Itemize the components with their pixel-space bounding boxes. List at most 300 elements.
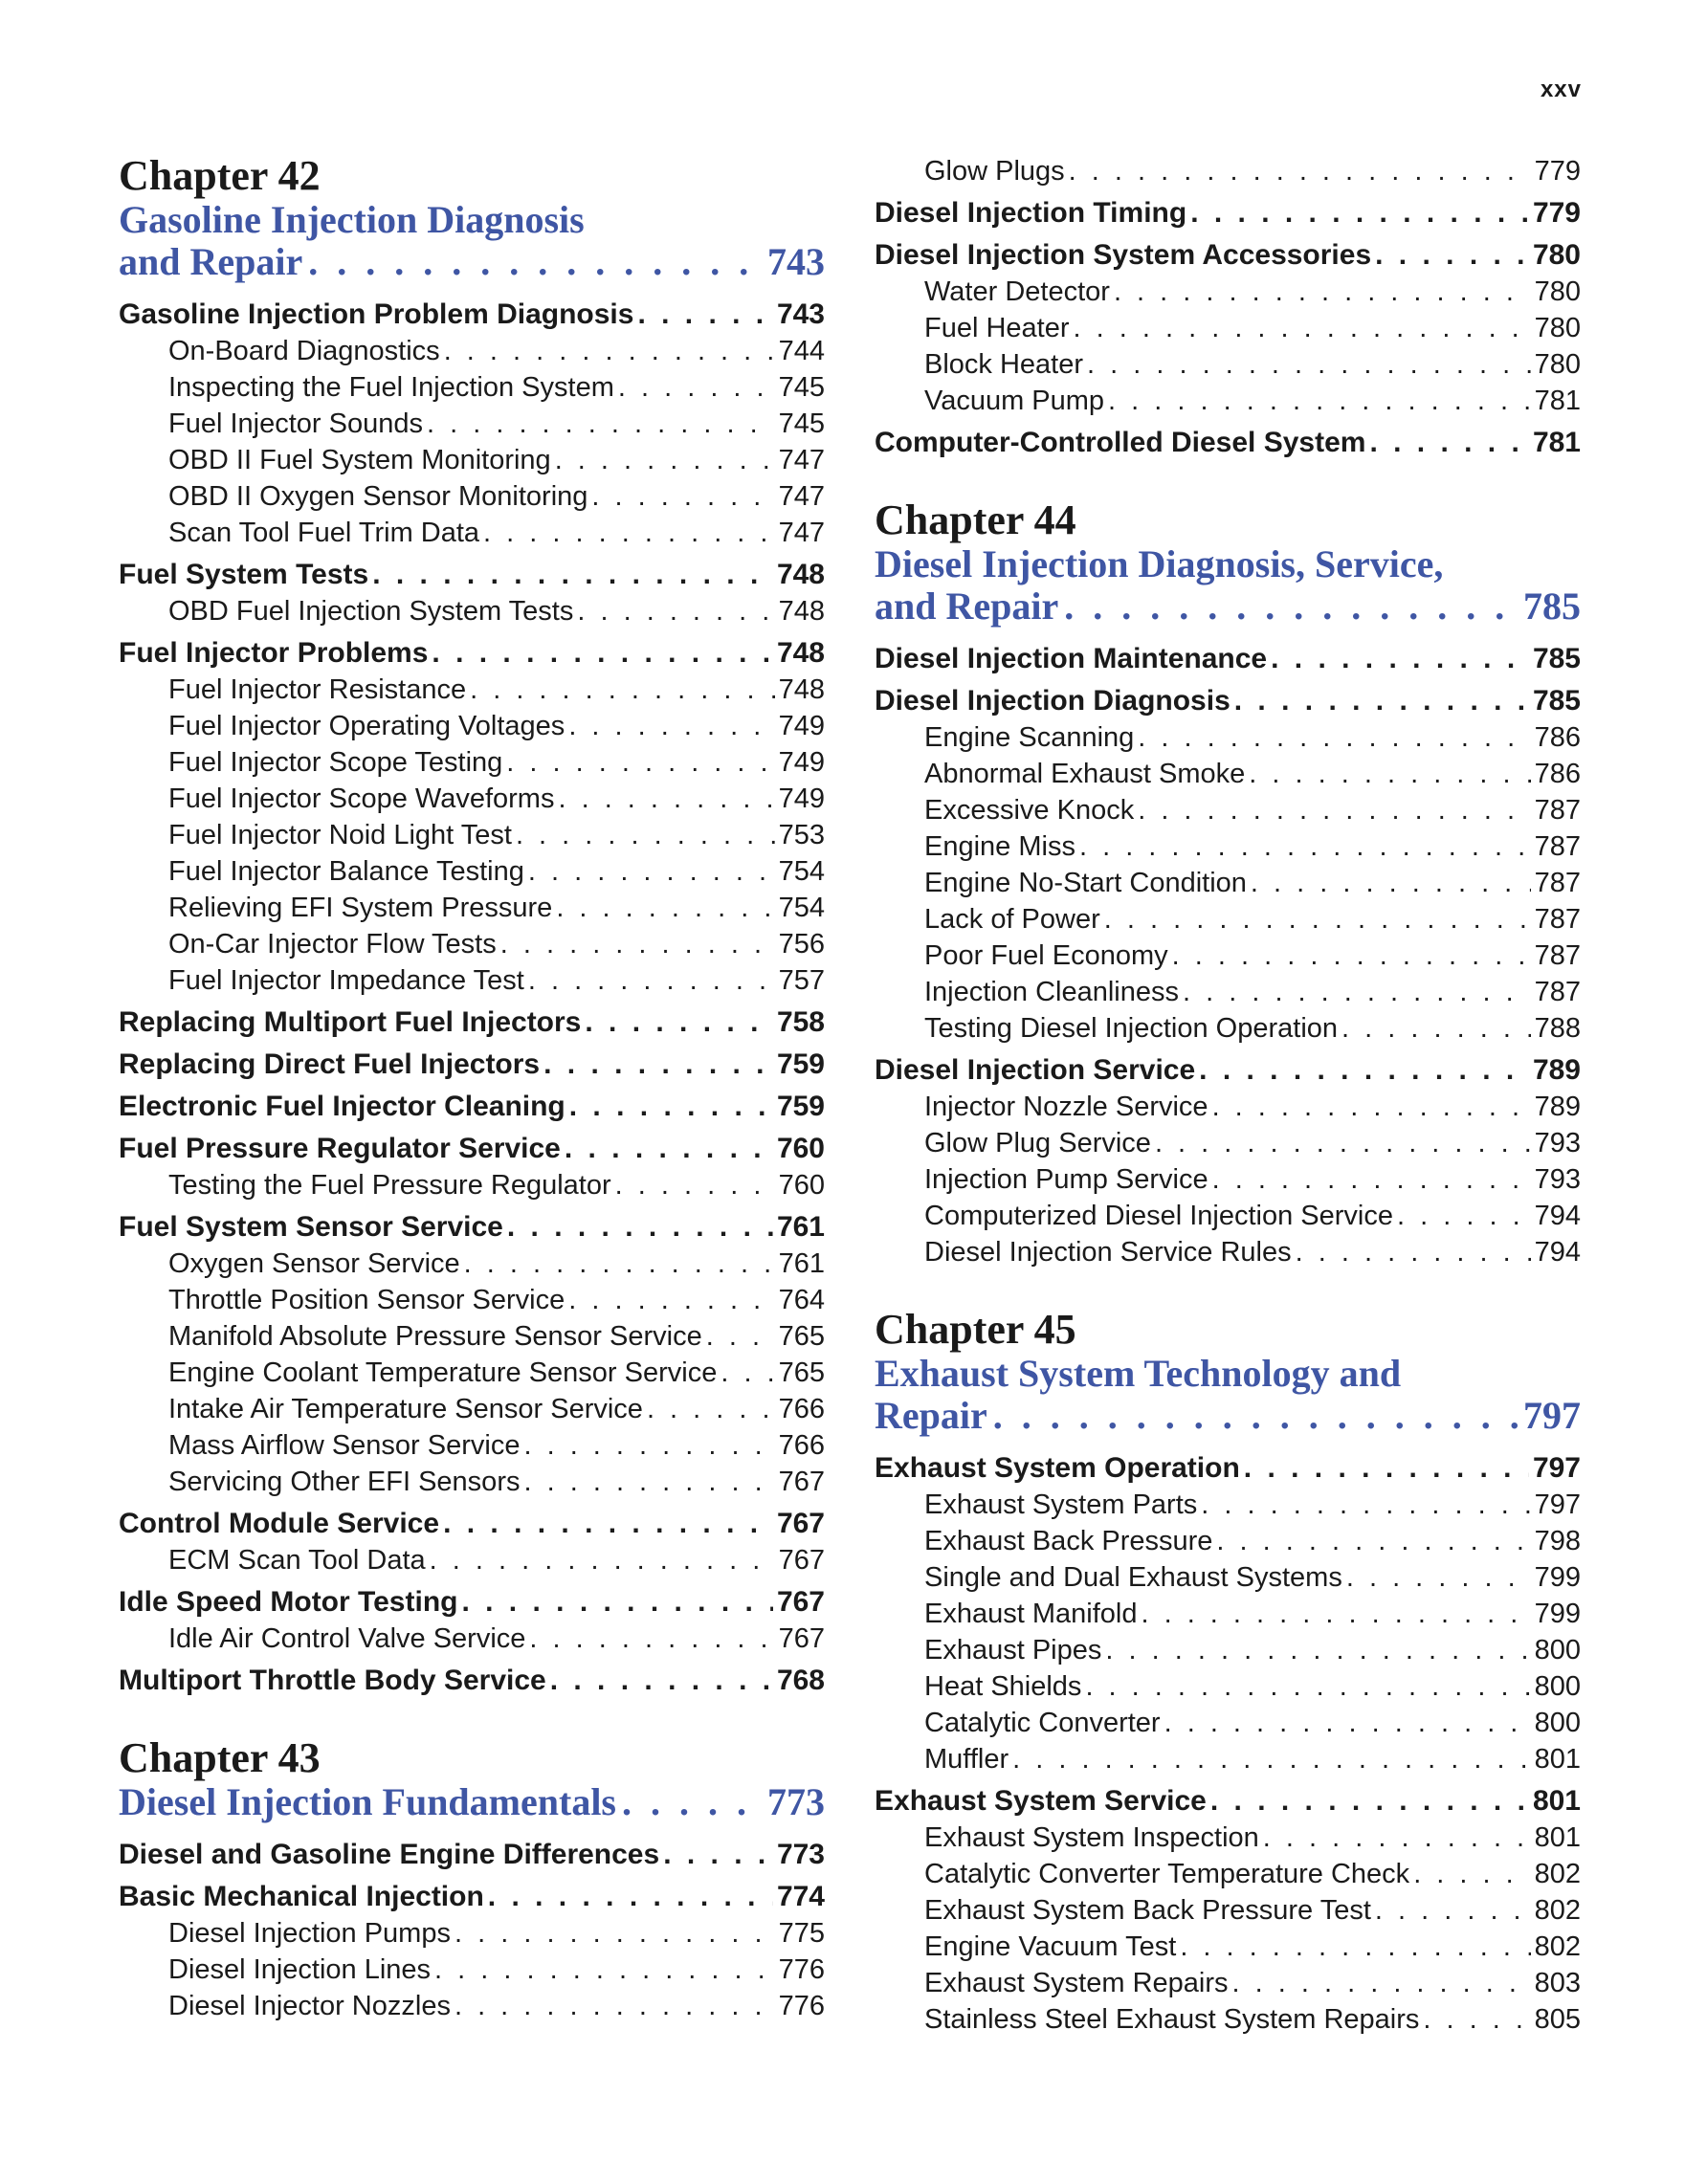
toc-subsection-entry[interactable] xyxy=(119,515,825,551)
toc-subsection-entry[interactable] xyxy=(875,1523,1581,1559)
chapter-title-line: Gasoline Injection Diagnosis xyxy=(119,198,585,241)
entry-page-number: 787 xyxy=(1534,795,1581,826)
entry-page-number: 781 xyxy=(1532,427,1581,458)
chapter-title-line xyxy=(875,1395,1581,1437)
entry-page-number: 780 xyxy=(1534,276,1581,307)
toc-subsection-entry[interactable] xyxy=(119,1464,825,1500)
dot-leader xyxy=(1263,1820,1531,1856)
dot-leader xyxy=(1397,1198,1531,1234)
entry-title: Testing the Fuel Pressure Regulator xyxy=(168,1170,611,1201)
toc-subsection-entry[interactable] xyxy=(119,1246,825,1282)
toc-entries xyxy=(875,153,1581,461)
entry-page-number: 775 xyxy=(778,1918,825,1949)
toc-subsection-entry[interactable] xyxy=(875,1487,1581,1523)
dot-leader xyxy=(1164,1705,1531,1741)
dot-leader xyxy=(556,890,774,926)
dot-leader xyxy=(565,1131,773,1167)
entry-page-number: 785 xyxy=(1532,643,1581,674)
entry-title: Excessive Knock xyxy=(924,795,1135,826)
toc-section-entry[interactable] xyxy=(119,1506,825,1542)
entry-title: Heat Shields xyxy=(924,1671,1082,1702)
dot-leader xyxy=(507,1209,773,1246)
entry-title: Testing Diesel Injection Operation xyxy=(924,1013,1339,1044)
dot-leader xyxy=(430,1542,775,1578)
toc-subsection-entry[interactable] xyxy=(119,1282,825,1318)
entry-page-number: 749 xyxy=(778,783,825,814)
dot-leader xyxy=(1074,310,1531,346)
dot-leader xyxy=(461,1584,772,1621)
dot-leader xyxy=(308,241,762,283)
toc-section-entry[interactable] xyxy=(119,1584,825,1621)
toc-section-entry[interactable] xyxy=(119,1131,825,1167)
toc-subsection-entry[interactable] xyxy=(875,1741,1581,1777)
toc-section-entry[interactable] xyxy=(119,297,825,333)
entry-title: Throttle Position Sensor Service xyxy=(168,1285,565,1315)
toc-subsection-entry[interactable] xyxy=(875,756,1581,792)
dot-leader xyxy=(1413,1856,1530,1892)
entry-page-number: 780 xyxy=(1534,313,1581,343)
chapter-title[interactable] xyxy=(119,199,825,283)
toc-subsection-entry[interactable] xyxy=(119,333,825,369)
entry-title: Glow Plug Service xyxy=(924,1128,1151,1158)
entry-page-number: 789 xyxy=(1534,1092,1581,1122)
dot-leader xyxy=(528,962,775,999)
toc-subsection-entry[interactable] xyxy=(875,1089,1581,1125)
toc-section-entry[interactable] xyxy=(875,683,1581,719)
toc-subsection-entry[interactable] xyxy=(875,1705,1581,1741)
chapter-page-number: 785 xyxy=(1523,585,1581,628)
dot-leader xyxy=(1172,938,1531,974)
entry-title: Control Module Service xyxy=(119,1508,440,1539)
toc-section-entry[interactable] xyxy=(875,237,1581,274)
dot-leader xyxy=(488,1879,773,1915)
entry-page-number: 801 xyxy=(1532,1785,1581,1817)
toc-section-entry[interactable] xyxy=(119,1879,825,1915)
chapter-title[interactable] xyxy=(119,1781,825,1823)
entry-page-number: 761 xyxy=(776,1211,825,1243)
entry-page-number: 802 xyxy=(1534,1859,1581,1889)
entry-page-number: 760 xyxy=(778,1170,825,1201)
toc-subsection-entry[interactable] xyxy=(119,1952,825,1988)
toc-section-entry[interactable] xyxy=(119,1089,825,1125)
dot-leader xyxy=(1108,383,1531,419)
dot-leader xyxy=(427,406,775,442)
entry-title: Stainless Steel Exhaust System Repairs xyxy=(924,2004,1420,2035)
entry-title: Oxygen Sensor Service xyxy=(168,1248,460,1279)
toc-subsection-entry[interactable] xyxy=(119,369,825,406)
entry-title: Idle Speed Motor Testing xyxy=(119,1586,458,1618)
dot-leader xyxy=(568,708,774,744)
toc-subsection-entry[interactable] xyxy=(875,901,1581,938)
chapter-block xyxy=(119,153,825,283)
dot-leader xyxy=(372,557,773,593)
toc-subsection-entry[interactable] xyxy=(875,1929,1581,1965)
toc-subsection-entry[interactable] xyxy=(875,828,1581,865)
toc-subsection-entry[interactable] xyxy=(119,962,825,999)
toc-subsection-entry[interactable] xyxy=(875,1965,1581,2001)
toc-subsection-entry[interactable] xyxy=(875,1198,1581,1234)
toc-subsection-entry[interactable] xyxy=(875,1125,1581,1161)
chapter-label: Chapter 43 xyxy=(119,1734,321,1781)
toc-section-entry[interactable] xyxy=(875,1450,1581,1487)
entry-page-number: 743 xyxy=(776,298,825,330)
entry-title: Replacing Multiport Fuel Injectors xyxy=(119,1006,582,1038)
toc-subsection-entry[interactable] xyxy=(119,1621,825,1657)
dot-leader xyxy=(622,1781,762,1823)
toc-subsection-entry[interactable] xyxy=(875,1234,1581,1270)
entry-title: Fuel Injector Scope Waveforms xyxy=(168,783,555,814)
entry-page-number: 764 xyxy=(778,1285,825,1315)
entry-title: Exhaust System Inspection xyxy=(924,1822,1259,1853)
entry-page-number: 774 xyxy=(776,1881,825,1912)
entry-page-number: 785 xyxy=(1532,685,1581,717)
entry-page-number: 756 xyxy=(778,929,825,960)
dot-leader xyxy=(1210,1783,1529,1820)
toc-subsection-entry[interactable] xyxy=(875,1161,1581,1198)
dot-leader xyxy=(706,1318,775,1355)
toc-subsection-entry[interactable] xyxy=(875,383,1581,419)
entry-page-number: 800 xyxy=(1534,1708,1581,1738)
dot-leader xyxy=(1138,792,1530,828)
chapter-page-number: 773 xyxy=(767,1780,825,1823)
toc-subsection-entry[interactable] xyxy=(875,1668,1581,1705)
entry-page-number: 787 xyxy=(1534,831,1581,862)
entry-page-number: 748 xyxy=(776,637,825,669)
toc-subsection-entry[interactable] xyxy=(119,853,825,890)
dot-leader xyxy=(483,515,775,551)
entry-title: Diesel Injection Timing xyxy=(875,197,1187,229)
continued-entries xyxy=(875,153,1581,461)
chapter-title-line: Exhaust System Technology and xyxy=(875,1352,1402,1395)
toc-subsection-entry[interactable] xyxy=(119,1988,825,2024)
chapter-spacer xyxy=(875,1270,1581,1307)
toc-entries xyxy=(119,1837,825,2024)
dot-leader xyxy=(506,744,774,781)
entry-page-number: 788 xyxy=(1534,1013,1581,1044)
entry-title: Vacuum Pump xyxy=(924,386,1105,416)
dot-leader xyxy=(618,369,775,406)
dot-leader xyxy=(1296,1234,1531,1270)
entry-title: OBD Fuel Injection System Tests xyxy=(168,596,574,627)
entry-title: Fuel System Tests xyxy=(119,559,369,590)
toc-subsection-entry[interactable] xyxy=(875,1856,1581,1892)
entry-page-number: 767 xyxy=(776,1508,825,1539)
dot-leader xyxy=(1212,1089,1531,1125)
entry-title: Fuel Heater xyxy=(924,313,1070,343)
toc-subsection-entry[interactable] xyxy=(119,926,825,962)
entry-page-number: 748 xyxy=(778,674,825,705)
entry-title: Multiport Throttle Body Service xyxy=(119,1665,546,1696)
chapter-title-line xyxy=(119,1781,825,1823)
toc-subsection-entry[interactable] xyxy=(875,274,1581,310)
chapter-title-line: Diesel Injection Diagnosis, Service, xyxy=(875,542,1444,585)
toc-section-entry[interactable] xyxy=(875,1783,1581,1820)
entry-page-number: 761 xyxy=(778,1248,825,1279)
toc-subsection-entry[interactable] xyxy=(875,1820,1581,1856)
dot-leader xyxy=(454,1915,775,1952)
toc-subsection-entry[interactable] xyxy=(119,442,825,478)
entry-title: Replacing Direct Fuel Injectors xyxy=(119,1048,541,1080)
dot-leader xyxy=(434,1952,775,1988)
entry-page-number: 767 xyxy=(778,1545,825,1576)
entry-title: Injection Pump Service xyxy=(924,1164,1208,1195)
entry-title: Abnormal Exhaust Smoke xyxy=(924,759,1246,789)
dot-leader xyxy=(528,853,775,890)
dot-leader xyxy=(1271,641,1529,677)
dot-leader xyxy=(1064,585,1518,628)
entry-page-number: 747 xyxy=(778,518,825,548)
toc-subsection-entry[interactable] xyxy=(875,719,1581,756)
entry-title: Single and Dual Exhaust Systems xyxy=(924,1562,1342,1593)
chapter-title-line xyxy=(119,241,825,283)
dot-leader xyxy=(1155,1125,1531,1161)
entry-title: Servicing Other EFI Sensors xyxy=(168,1467,521,1497)
entry-title: Idle Air Control Valve Service xyxy=(168,1623,526,1654)
entry-title: Exhaust System Back Pressure Test xyxy=(924,1895,1371,1926)
dot-leader xyxy=(720,1355,774,1391)
dot-leader xyxy=(1141,1596,1530,1632)
entry-title: Lack of Power xyxy=(924,904,1100,935)
entry-page-number: 748 xyxy=(778,596,825,627)
toc-right-column xyxy=(875,153,1581,2038)
toc-section-entry[interactable] xyxy=(119,557,825,593)
entry-page-number: 779 xyxy=(1532,197,1581,229)
toc-subsection-entry[interactable] xyxy=(875,1010,1581,1047)
entry-title: Exhaust Pipes xyxy=(924,1635,1102,1666)
toc-section-entry[interactable] xyxy=(119,1004,825,1041)
entry-title: Exhaust System Service xyxy=(875,1785,1207,1817)
toc-subsection-entry[interactable] xyxy=(875,346,1581,383)
entry-page-number: 802 xyxy=(1534,1931,1581,1962)
toc-subsection-entry[interactable] xyxy=(119,593,825,629)
entry-page-number: 780 xyxy=(1534,349,1581,380)
entry-page-number: 793 xyxy=(1534,1164,1581,1195)
entry-title: Scan Tool Fuel Trim Data xyxy=(168,518,480,548)
dot-leader xyxy=(550,1663,773,1699)
toc-subsection-entry[interactable] xyxy=(875,938,1581,974)
toc-subsection-entry[interactable] xyxy=(119,1355,825,1391)
dot-leader xyxy=(1369,425,1529,461)
entry-title: OBD II Fuel System Monitoring xyxy=(168,445,551,475)
toc-entries xyxy=(119,297,825,1699)
dot-leader xyxy=(1341,1010,1531,1047)
toc-section-entry[interactable] xyxy=(875,195,1581,232)
chapter-title-text: and Repair xyxy=(875,585,1059,628)
dot-leader xyxy=(1085,1668,1530,1705)
toc-subsection-entry[interactable] xyxy=(119,1542,825,1578)
toc-subsection-entry[interactable] xyxy=(875,1892,1581,1929)
entry-page-number: 797 xyxy=(1534,1489,1581,1520)
chapter-title-text: Repair xyxy=(875,1394,987,1437)
dot-leader xyxy=(470,672,775,708)
toc-subsection-entry[interactable] xyxy=(119,1391,825,1427)
chapter-title[interactable] xyxy=(875,1353,1581,1437)
dot-leader xyxy=(432,635,773,672)
entry-page-number: 780 xyxy=(1532,239,1581,271)
entry-title: Exhaust System Repairs xyxy=(924,1968,1229,1998)
entry-page-number: 753 xyxy=(778,820,825,850)
entry-page-number: 801 xyxy=(1534,1822,1581,1853)
toc-subsection-entry[interactable] xyxy=(119,406,825,442)
dot-leader xyxy=(1079,828,1531,865)
toc-subsection-entry[interactable] xyxy=(875,310,1581,346)
toc-subsection-entry[interactable] xyxy=(119,781,825,817)
chapter-block xyxy=(875,1307,1581,1437)
dot-leader xyxy=(1201,1487,1530,1523)
dot-leader xyxy=(1199,1052,1529,1089)
toc-subsection-entry[interactable] xyxy=(875,153,1581,189)
dot-leader xyxy=(1249,756,1530,792)
toc-section-entry[interactable] xyxy=(875,425,1581,461)
dot-leader xyxy=(500,926,775,962)
toc-subsection-entry[interactable] xyxy=(119,817,825,853)
entry-title: Manifold Absolute Pressure Sensor Service xyxy=(168,1321,702,1352)
dot-leader xyxy=(1232,1965,1531,2001)
toc-subsection-entry[interactable] xyxy=(875,865,1581,901)
entry-page-number: 799 xyxy=(1534,1599,1581,1629)
entry-page-number: 760 xyxy=(776,1133,825,1164)
toc-subsection-entry[interactable] xyxy=(875,1596,1581,1632)
chapter-label: Chapter 42 xyxy=(119,152,321,199)
toc-section-entry[interactable] xyxy=(119,635,825,672)
entry-title: OBD II Oxygen Sensor Monitoring xyxy=(168,481,588,512)
entry-page-number: 744 xyxy=(778,336,825,366)
entry-title: Block Heater xyxy=(924,349,1084,380)
entry-page-number: 767 xyxy=(778,1623,825,1654)
toc-subsection-entry[interactable] xyxy=(119,1318,825,1355)
toc-subsection-entry[interactable] xyxy=(875,792,1581,828)
dot-leader xyxy=(663,1837,773,1873)
entry-title: Exhaust Manifold xyxy=(924,1599,1138,1629)
page-number: xxv xyxy=(1540,77,1582,102)
entry-title: Injector Nozzle Service xyxy=(924,1092,1208,1122)
toc-entries xyxy=(875,641,1581,1270)
entry-title: Engine No-Start Condition xyxy=(924,868,1247,898)
toc-subsection-entry[interactable] xyxy=(119,708,825,744)
entry-page-number: 787 xyxy=(1534,904,1581,935)
toc-subsection-entry[interactable] xyxy=(875,1559,1581,1596)
toc-subsection-entry[interactable] xyxy=(119,1915,825,1952)
entry-page-number: 766 xyxy=(778,1394,825,1424)
entry-page-number: 747 xyxy=(778,481,825,512)
entry-title: On-Board Diagnostics xyxy=(168,336,440,366)
entry-title: Inspecting the Fuel Injection System xyxy=(168,372,614,403)
dot-leader xyxy=(443,1506,773,1542)
entry-title: Fuel Injector Impedance Test xyxy=(168,965,524,996)
entry-title: Diesel Injection Service Rules xyxy=(924,1237,1292,1268)
dot-leader xyxy=(993,1395,1518,1437)
chapter-label: Chapter 44 xyxy=(875,496,1076,543)
toc-subsection-entry[interactable] xyxy=(119,890,825,926)
entry-title: Diesel Injection Diagnosis xyxy=(875,685,1230,717)
entry-page-number: 749 xyxy=(778,747,825,778)
entry-page-number: 767 xyxy=(778,1467,825,1497)
entry-title: Electronic Fuel Injector Cleaning xyxy=(119,1091,565,1122)
entry-title: Fuel Injector Problems xyxy=(119,637,429,669)
entry-title: Fuel System Sensor Service xyxy=(119,1211,503,1243)
entry-page-number: 779 xyxy=(1534,156,1581,187)
entry-page-number: 767 xyxy=(776,1586,825,1618)
toc-subsection-entry[interactable] xyxy=(875,2001,1581,2038)
dot-leader xyxy=(523,1464,774,1500)
toc-subsection-entry[interactable] xyxy=(119,1167,825,1203)
chapter-title[interactable] xyxy=(875,543,1581,628)
dot-leader xyxy=(1114,274,1531,310)
entry-title: Poor Fuel Economy xyxy=(924,940,1168,971)
toc-subsection-entry[interactable] xyxy=(119,478,825,515)
dot-leader xyxy=(1138,719,1530,756)
toc-section-entry[interactable] xyxy=(119,1837,825,1873)
entry-page-number: 754 xyxy=(778,856,825,887)
entry-page-number: 805 xyxy=(1534,2004,1581,2035)
entry-page-number: 776 xyxy=(778,1954,825,1985)
entry-title: Basic Mechanical Injection xyxy=(119,1881,484,1912)
entry-page-number: 749 xyxy=(778,711,825,741)
chapter-title-text: Diesel Injection Fundamentals xyxy=(119,1780,616,1823)
dot-leader xyxy=(569,1089,773,1125)
dot-leader xyxy=(1346,1559,1531,1596)
entry-page-number: 759 xyxy=(776,1048,825,1080)
dot-leader xyxy=(637,297,772,333)
chapter-title-text: and Repair xyxy=(119,240,303,283)
entry-page-number: 799 xyxy=(1534,1562,1581,1593)
entry-page-number: 793 xyxy=(1534,1128,1581,1158)
entry-title: Injection Cleanliness xyxy=(924,977,1179,1007)
entry-page-number: 754 xyxy=(778,893,825,923)
toc-section-entry[interactable] xyxy=(119,1209,825,1246)
entry-page-number: 768 xyxy=(776,1665,825,1696)
entry-title: Catalytic Converter xyxy=(924,1708,1161,1738)
entry-title: Exhaust Back Pressure xyxy=(924,1526,1213,1556)
chapter-label: Chapter 45 xyxy=(875,1306,1076,1353)
dot-leader xyxy=(543,1047,773,1083)
toc-subsection-entry[interactable] xyxy=(119,672,825,708)
toc-section-entry[interactable] xyxy=(875,1052,1581,1089)
entry-title: Diesel Injector Nozzles xyxy=(168,1991,451,2021)
toc-subsection-entry[interactable] xyxy=(119,744,825,781)
dot-leader xyxy=(615,1167,775,1203)
entry-page-number: 776 xyxy=(778,1991,825,2021)
toc-section-entry[interactable] xyxy=(119,1663,825,1699)
entry-page-number: 745 xyxy=(778,408,825,439)
entry-title: Exhaust System Parts xyxy=(924,1489,1198,1520)
entry-title: Glow Plugs xyxy=(924,156,1065,187)
dot-leader xyxy=(1105,1632,1530,1668)
entry-page-number: 801 xyxy=(1534,1744,1581,1775)
entry-title: Diesel Injection Pumps xyxy=(168,1918,451,1949)
chapter-block xyxy=(875,497,1581,628)
entry-page-number: 745 xyxy=(778,372,825,403)
toc-section-entry[interactable] xyxy=(119,1047,825,1083)
toc-subsection-entry[interactable] xyxy=(875,1632,1581,1668)
entry-page-number: 759 xyxy=(776,1091,825,1122)
dot-leader xyxy=(454,1988,775,2024)
dot-leader xyxy=(647,1391,775,1427)
entry-title: Engine Scanning xyxy=(924,722,1135,753)
entry-title: Diesel Injection Service xyxy=(875,1054,1196,1086)
entry-title: Diesel Injection Lines xyxy=(168,1954,432,1985)
entry-page-number: 786 xyxy=(1534,722,1581,753)
entry-title: Fuel Injector Resistance xyxy=(168,674,467,705)
entry-title: Mass Airflow Sensor Service xyxy=(168,1430,521,1461)
entry-page-number: 757 xyxy=(778,965,825,996)
entry-title: Relieving EFI System Pressure xyxy=(168,893,553,923)
dot-leader xyxy=(1190,195,1529,232)
toc-subsection-entry[interactable] xyxy=(119,1427,825,1464)
dot-leader xyxy=(555,442,775,478)
toc-subsection-entry[interactable] xyxy=(875,974,1581,1010)
toc-section-entry[interactable] xyxy=(875,641,1581,677)
